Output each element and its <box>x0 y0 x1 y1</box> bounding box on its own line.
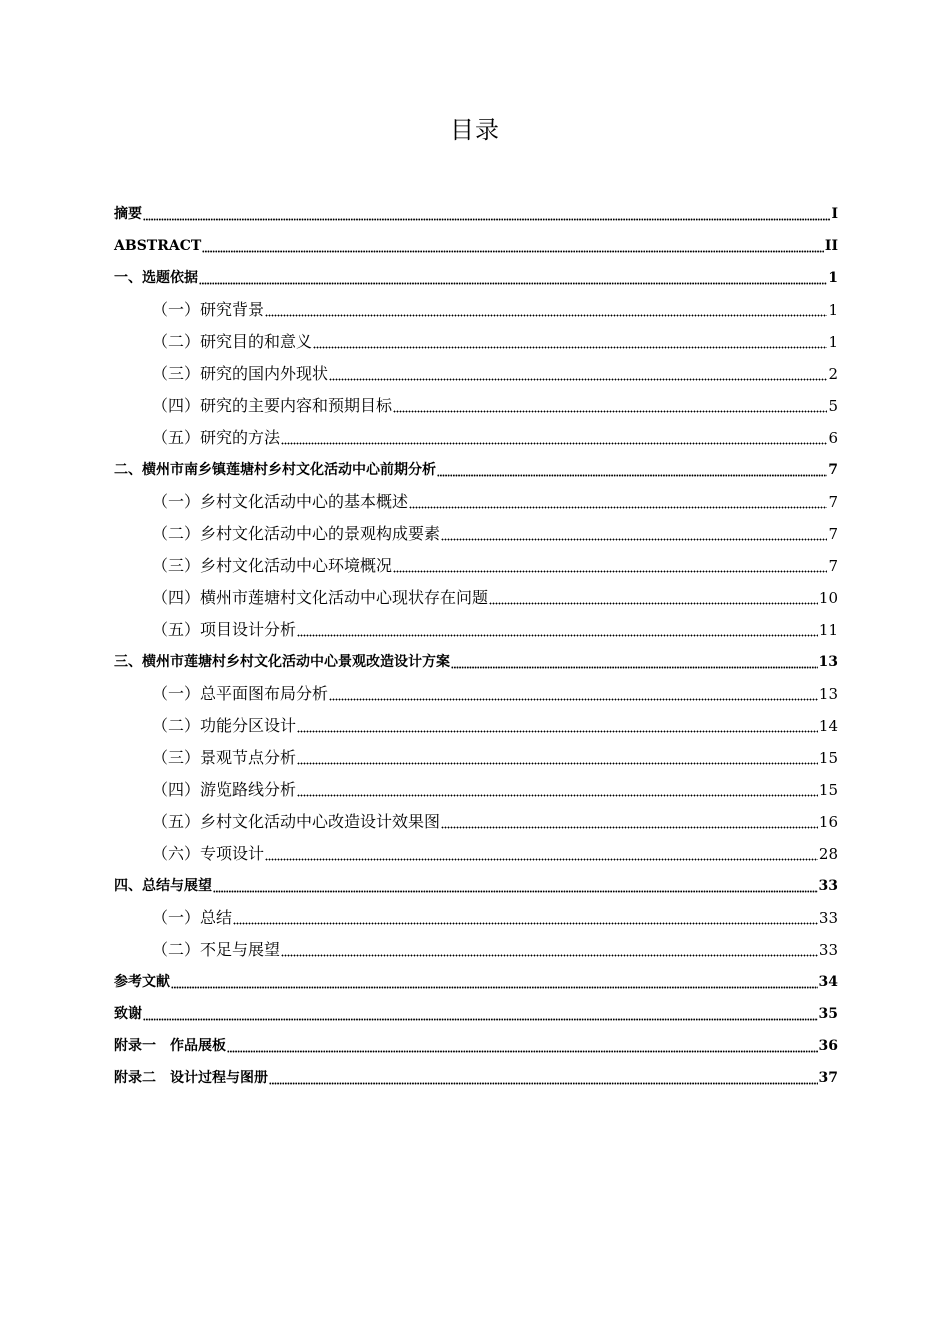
toc-entry-page-number: 13 <box>818 685 838 703</box>
toc-entry-page-number: 33 <box>818 941 838 959</box>
toc-dot-leader <box>265 853 818 861</box>
toc-entry-label: 致谢 <box>114 1006 142 1022</box>
toc-entry[interactable] <box>114 230 838 262</box>
toc-dot-leader <box>199 277 827 285</box>
toc-dot-leader <box>329 373 827 381</box>
toc-entry-page-number: 1 <box>828 301 838 319</box>
toc-entry-page-number: II <box>824 238 838 254</box>
toc-entry[interactable] <box>114 966 838 998</box>
toc-dot-leader <box>437 469 827 477</box>
toc-entry[interactable] <box>114 326 838 358</box>
toc-entry[interactable] <box>114 518 838 550</box>
toc-entry-label: 附录二 设计过程与图册 <box>114 1070 268 1086</box>
toc-entry-page-number: 33 <box>818 878 838 894</box>
toc-entry[interactable] <box>114 198 838 230</box>
toc-entry[interactable] <box>114 1062 838 1094</box>
toc-entry[interactable] <box>114 870 838 902</box>
toc-entry-page-number: 15 <box>818 781 838 799</box>
toc-entry-page-number: 33 <box>818 909 838 927</box>
toc-entry-page-number: 7 <box>828 525 838 543</box>
toc-dot-leader <box>281 437 827 445</box>
toc-dot-leader <box>313 341 827 349</box>
toc-dot-leader <box>297 757 818 765</box>
toc-entry-page-number: 2 <box>828 365 838 383</box>
toc-dot-leader <box>281 949 818 957</box>
toc-entry-label: 一、选题依据 <box>114 270 198 286</box>
toc-dot-leader <box>227 1045 818 1053</box>
toc-entry-page-number: 16 <box>818 813 838 831</box>
toc-entry[interactable] <box>114 998 838 1030</box>
toc-dot-leader <box>441 533 827 541</box>
toc-entry[interactable] <box>114 454 838 486</box>
toc-dot-leader <box>329 693 818 701</box>
toc-entry-page-number: I <box>831 206 838 222</box>
toc-entry-label: （一）乡村文化活动中心的基本概述 <box>152 492 409 511</box>
toc-dot-leader <box>393 405 827 413</box>
toc-entry-page-number: 35 <box>818 1006 838 1022</box>
toc-entry-label: （五）项目设计分析 <box>152 620 297 639</box>
toc-dot-leader <box>297 629 818 637</box>
toc-entry-page-number: 14 <box>818 717 838 735</box>
toc-entry-label: （四）游览路线分析 <box>152 780 297 799</box>
toc-dot-leader <box>489 597 818 605</box>
toc-entry-label: 附录一 作品展板 <box>114 1038 226 1054</box>
toc-dot-leader <box>143 1013 818 1021</box>
toc-entry[interactable] <box>114 614 838 646</box>
toc-entry-label: （六）专项设计 <box>152 844 265 863</box>
toc-entry-label: ABSTRACT <box>114 238 202 254</box>
toc-entry[interactable] <box>114 678 838 710</box>
toc-entry[interactable] <box>114 294 838 326</box>
toc-entry[interactable] <box>114 774 838 806</box>
toc-entry-page-number: 36 <box>818 1038 838 1054</box>
toc-entry-page-number: 28 <box>818 845 838 863</box>
toc-entry[interactable] <box>114 358 838 390</box>
toc-dot-leader <box>265 309 827 317</box>
toc-entry-label: （二）功能分区设计 <box>152 716 297 735</box>
toc-dot-leader <box>297 725 818 733</box>
toc-entry[interactable] <box>114 550 838 582</box>
toc-entry-label: （五）乡村文化活动中心改造设计效果图 <box>152 812 441 831</box>
toc-entry-label: （一）总结 <box>152 908 233 927</box>
toc-entry-page-number: 7 <box>828 462 838 478</box>
toc-entry[interactable] <box>114 390 838 422</box>
toc-dot-leader <box>202 245 824 253</box>
page-title: 目录 <box>450 116 500 144</box>
toc-entry[interactable] <box>114 486 838 518</box>
toc-dot-leader <box>269 1077 818 1085</box>
toc-dot-leader <box>233 917 818 925</box>
toc-entry-page-number: 5 <box>828 397 838 415</box>
toc-dot-leader <box>451 661 818 669</box>
toc-dot-leader <box>297 789 818 797</box>
toc-entry-page-number: 15 <box>818 749 838 767</box>
toc-entry-page-number: 1 <box>828 270 838 286</box>
toc-entry-label: （一）研究背景 <box>152 300 265 319</box>
toc-entry-label: 四、总结与展望 <box>114 878 212 894</box>
toc-entry[interactable] <box>114 262 838 294</box>
toc-entry-label: 参考文献 <box>114 974 170 990</box>
toc-entry[interactable] <box>114 838 838 870</box>
toc-entry-label: （一）总平面图布局分析 <box>152 684 329 703</box>
toc-entry[interactable] <box>114 934 838 966</box>
toc-entry[interactable] <box>114 646 838 678</box>
toc-dot-leader <box>171 981 818 989</box>
toc-entry-page-number: 34 <box>818 974 838 990</box>
toc-entry-label: （二）研究目的和意义 <box>152 332 313 351</box>
toc-entry-page-number: 10 <box>818 589 838 607</box>
toc-entry[interactable] <box>114 1030 838 1062</box>
toc-entry-page-number: 7 <box>828 493 838 511</box>
toc-entry[interactable] <box>114 582 838 614</box>
toc-entry-page-number: 37 <box>818 1070 838 1086</box>
toc-entry[interactable] <box>114 806 838 838</box>
toc-entry[interactable] <box>114 742 838 774</box>
toc-entry-label: （五）研究的方法 <box>152 428 281 447</box>
toc-entry-label: （四）研究的主要内容和预期目标 <box>152 396 393 415</box>
toc-entry-label: （三）研究的国内外现状 <box>152 364 329 383</box>
table-of-contents <box>114 198 838 1094</box>
toc-entry-label: （二）乡村文化活动中心的景观构成要素 <box>152 524 441 543</box>
toc-dot-leader <box>393 565 827 573</box>
toc-entry-label: （四）横州市莲塘村文化活动中心现状存在问题 <box>152 588 489 607</box>
toc-dot-leader <box>441 821 818 829</box>
toc-entry-page-number: 7 <box>828 557 838 575</box>
toc-entry-label: （二）不足与展望 <box>152 940 281 959</box>
toc-entry-page-number: 1 <box>828 333 838 351</box>
toc-dot-leader <box>143 213 830 221</box>
toc-entry-page-number: 13 <box>818 654 838 670</box>
toc-entry[interactable] <box>114 902 838 934</box>
toc-entry[interactable] <box>114 710 838 742</box>
toc-entry-page-number: 11 <box>818 621 838 639</box>
toc-entry-label: （三）乡村文化活动中心环境概况 <box>152 556 393 575</box>
toc-entry-label: 三、横州市莲塘村乡村文化活动中心景观改造设计方案 <box>114 654 450 670</box>
toc-entry[interactable] <box>114 422 838 454</box>
toc-entry-label: 二、横州市南乡镇莲塘村乡村文化活动中心前期分析 <box>114 462 436 478</box>
toc-dot-leader <box>409 501 827 509</box>
toc-entry-label: 摘要 <box>114 206 142 222</box>
toc-entry-label: （三）景观节点分析 <box>152 748 297 767</box>
toc-entry-page-number: 6 <box>828 429 838 447</box>
toc-dot-leader <box>213 885 818 893</box>
